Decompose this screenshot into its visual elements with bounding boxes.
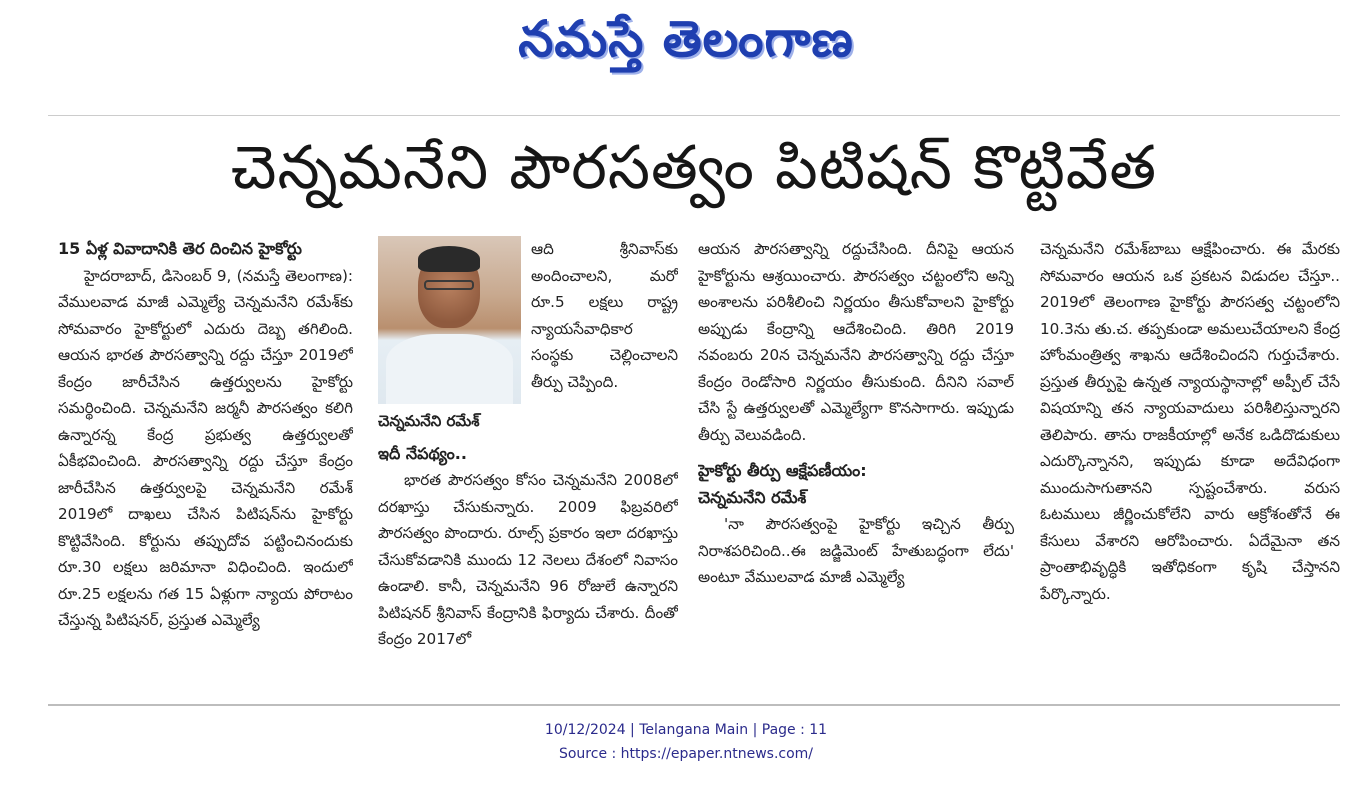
- article-column-3: [698, 236, 1014, 696]
- article-headline: చెన్నమనేని పౌరసత్వం పిటిషన్ కొట్టివేత: [230, 133, 1158, 203]
- divider: [48, 704, 1340, 706]
- article-paragraph: హైదరాబాద్, డిసెంబర్ 9, (నమస్తే తెలంగాణ): వేములవాడ మాజీ ఎమ్మెల్యే చెన్నమనేని రమేశ్‌కు సోమవారం హైకోర్టులో ఎదురు దెబ్బ తగిలింది. ఆయన భారత పౌరసత్వాన్ని రద్దు చేస్తూ 2019లో కేంద్రం జారీచేసిన ఉత్తర్వులను హైకోర్టు సమర్థించింది. చెన్నమనేని జర్మనీ పౌరసత్వం కలిగి ఉన్నారన్న కేంద్ర ప్రభుత్వ ఉత్తర్వులతో ఏకీభవించింది. పౌరసత్వాన్ని రద్దు చేస్తూ కేంద్రం జారీచేసిన ఉత్తర్వులపై చెన్నమనేని రమేశ్ 2019లో దాఖలు చేసిన పిటిషన్‌ను హైకోర్టు కొట్టివేసింది. కోర్టును తప్పుదోవ పట్టించినందుకు రూ.30 లక్షలు జరిమానా విధించింది. ఇందులో రూ.25 లక్షలను గత 15 ఏళ్లుగా న్యాయ పోరాటం చేస్తున్న పిటిషనర్, ప్రస్తుత ఎమ్మెల్యే: [58, 266, 353, 629]
- article-column-1: [58, 236, 353, 696]
- masthead: [0, 6, 1372, 76]
- article-subhead: 15 ఏళ్ల వివాదానికి తెర దించిన హైకోర్టు: [58, 239, 302, 258]
- article-column-4: [1040, 236, 1340, 696]
- photo-shirt: [386, 334, 513, 404]
- article-subhead: ఇదీ నేపథ్యం..: [378, 443, 467, 463]
- article-paragraph: భారత పౌరసత్వం కోసం చెన్నమనేని 2008లో దరఖాస్తు చేసుకున్నారు. 2009 ఫిబ్రవరిలో పౌరసత్వం పొందారు. రూల్స్ ప్రకారం ఇలా దరఖాస్తు చేసుకోవడానికి ముందు 12 నెలలు దేశంలో నివాసం ఉండాలి. కానీ, చెన్నమనేని 96 రోజులే ఉన్నారని పిటిషనర్ శ్రీనివాస్ కేంద్రానికి ఫిర్యాదు చేశారు. దీంతో కేంద్రం 2017లో: [378, 471, 678, 648]
- divider: [48, 115, 1340, 116]
- photo-hair: [418, 246, 480, 272]
- portrait-photo: [378, 236, 521, 404]
- article-paragraph: ఆది శ్రీనివాస్‌కు అందించాలని, మరో రూ.5 లక్షలు రాష్ట్ర న్యాయసేవాధికార సంస్థకు చెల్లించాలని తీర్పు చెప్పింది.: [531, 240, 678, 391]
- article-paragraph: ఆయన పౌరసత్వాన్ని రద్దుచేసింది. దీనిపై ఆయన హైకోర్టును ఆశ్రయించారు. పౌరసత్వం చట్టంలోని అన్ని అంశాలను పరిశీలించి నిర్ణయం తీసుకోవాలని హైకోర్టు అప్పుడు కేంద్రాన్ని ఆదేశించింది. తిరిగి 2019 నవంబరు 20న చెన్నమనేని పౌరసత్వాన్ని రద్దు చేస్తూ కేంద్రం రెండోసారి నిర్ణయం తీసుకుంది. దీనిని సవాల్ చేసి స్టే ఉత్తర్వులతో ఎమ్మెల్యేగా కొనసాగారు. ఇప్పుడు తీర్పు వెలువడింది.: [698, 240, 1014, 444]
- photo-caption: చెన్నమనేని రమేశ్: [378, 412, 480, 430]
- article-subhead: చెన్నమనేని రమేశ్: [698, 487, 807, 507]
- article-column-2: [378, 236, 678, 696]
- page-info: 10/12/2024 | Telangana Main | Page : 11: [544, 722, 828, 738]
- article-subhead: హైకోర్టు తీర్పు ఆక్షేపణీయం:: [698, 461, 867, 480]
- photo-glasses: [424, 280, 474, 290]
- article-paragraph: 'నా పౌరసత్వంపై హైకోర్టు ఇచ్చిన తీర్పు నిరాశపరిచింది..ఈ జడ్జిమెంట్ హేతుబద్ధంగా లేదు' అంటూ వేములవాడ మాజీ ఎమ్మెల్యే: [698, 515, 1014, 586]
- source-link[interactable]: Source : https://epaper.ntnews.com/: [558, 746, 814, 762]
- article-paragraph: చెన్నమనేని రమేశ్‌బాబు ఆక్షేపించారు. ఈ మేరకు సోమవారం ఆయన ఒక ప్రకటన విడుదల చేస్తూ.. 2019లో తెలంగాణ హైకోర్టు పౌరసత్వ చట్టంలోని 10.3ను తు.చ. తప్పకుండా అమలుచేయాలని కేంద్ర హోంమంత్రిత్వ శాఖను ఆదేశించిందని గుర్తుచేశారు. ప్రస్తుత తీర్పుపై ఉన్నత న్యాయస్థానాల్లో అప్పీల్ చేసే విషయాన్ని తన న్యాయవాదులు పరిశీలిస్తున్నారని తెలిపారు. తాను రాజకీయాల్లో అనేక ఒడిదొడుకులు ఎదుర్కొన్నానని, ఇప్పుడు కూడా అదేవిధంగా ముందుసాగుతానని స్పష్టంచేశారు. వరుస ఓటములు జీర్ణించుకోలేని వారు ఆక్రోశంతోనే ఈ కేసులు వేశారని ఆరోపించారు. ఏదేమైనా తన ప్రాంతాభివృద్ధికి ఇతోధికంగా కృషి చేస్తానని పేర్కొన్నారు.: [1040, 240, 1340, 603]
- newspaper-logo: నమస్తే తెలంగాణ: [518, 10, 854, 68]
